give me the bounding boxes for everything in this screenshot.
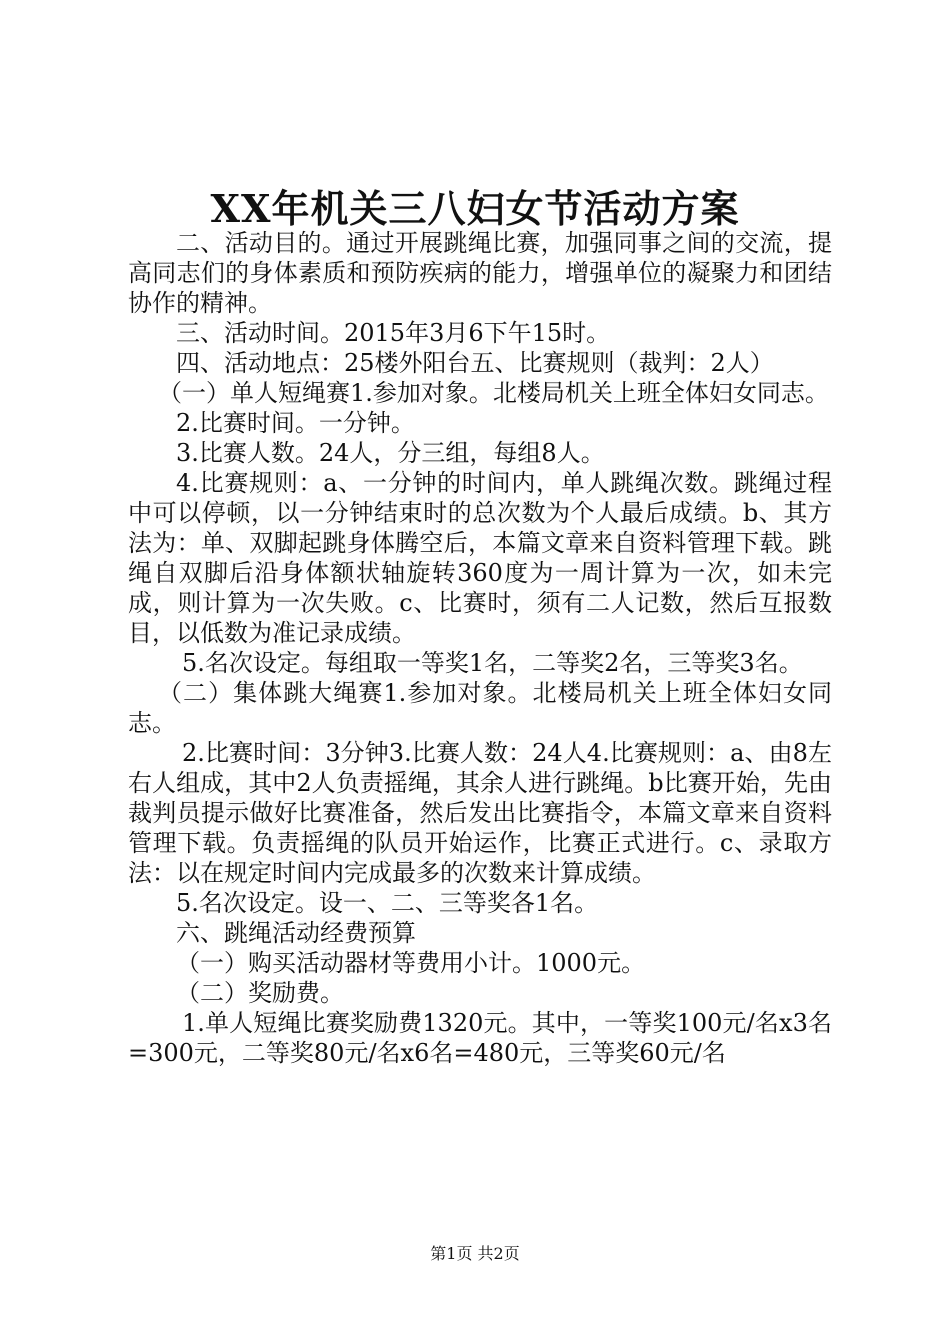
document-body	[128, 228, 832, 1068]
paragraph-contest-count: 3.比赛人数。24人，分三组，每组8人。	[176, 439, 605, 467]
page-footer: 第1页 共2页	[430, 1244, 520, 1263]
paragraph-single-award-detail: 1.单人短绳比赛奖励费1320元。其中，一等奖100元/名x3名=300元，二等奖80元/名x6名=480元，三等奖60元/名	[128, 1009, 832, 1067]
paragraph-award-cost: （二）奖励费。	[176, 979, 344, 1007]
paragraph-budget-heading: 六、跳绳活动经费预算	[176, 919, 416, 947]
paragraph-activity-purpose: 二、活动目的。通过开展跳绳比赛，加强同事之间的交流，提高同志们的身体素质和预防疾病的能力，增强单位的凝聚力和团结协作的精神。	[128, 229, 832, 317]
paragraph-single-rope-contest: （一）单人短绳赛1.参加对象。北楼局机关上班全体妇女同志。	[158, 379, 829, 407]
paragraph-ranking: 5.名次设定。每组取一等奖1名，二等奖2名，三等奖3名。	[182, 649, 803, 677]
paragraph-activity-location: 四、活动地点：25楼外阳台五、比赛规则（裁判：2人）	[176, 349, 774, 377]
document-title: XX年机关三八妇女节活动方案	[210, 186, 740, 231]
paragraph-activity-time: 三、活动时间。2015年3月6下午15时。	[176, 319, 611, 347]
paragraph-group-rope-contest: （二）集体跳大绳赛1.参加对象。北楼局机关上班全体妇女同志。	[128, 679, 832, 737]
paragraph-group-ranking: 5.名次设定。设一、二、三等奖各1名。	[176, 889, 599, 917]
paragraph-group-rules: 2.比赛时间：3分钟3.比赛人数：24人4.比赛规则：a、由8左右人组成，其中2人负责摇绳，其余人进行跳绳。b比赛开始，先由裁判员提示做好比赛准备，然后发出比赛指令，本篇文章来自资料管理下载。负责摇绳的队员开始运作，比赛正式进行。c、录取方法：以在规定时间内完成最多的次数来计算成绩。	[128, 739, 832, 887]
paragraph-contest-time: 2.比赛时间。一分钟。	[176, 409, 415, 437]
paragraph-equipment-cost: （一）购买活动器材等费用小计。1000元。	[176, 949, 646, 977]
paragraph-contest-rules: 4.比赛规则：a、一分钟的时间内，单人跳绳次数。跳绳过程中可以停顿，以一分钟结束时的总次数为个人最后成绩。b、其方法为：单、双脚起跳身体腾空后，本篇文章来自资料管理下载。跳绳自双脚后沿身体额状轴旋转360度为一周计算为一次，如未完成，则计算为一次失败。c、比赛时，须有二人记数，然后互报数目，以低数为准记录成绩。	[128, 469, 832, 647]
